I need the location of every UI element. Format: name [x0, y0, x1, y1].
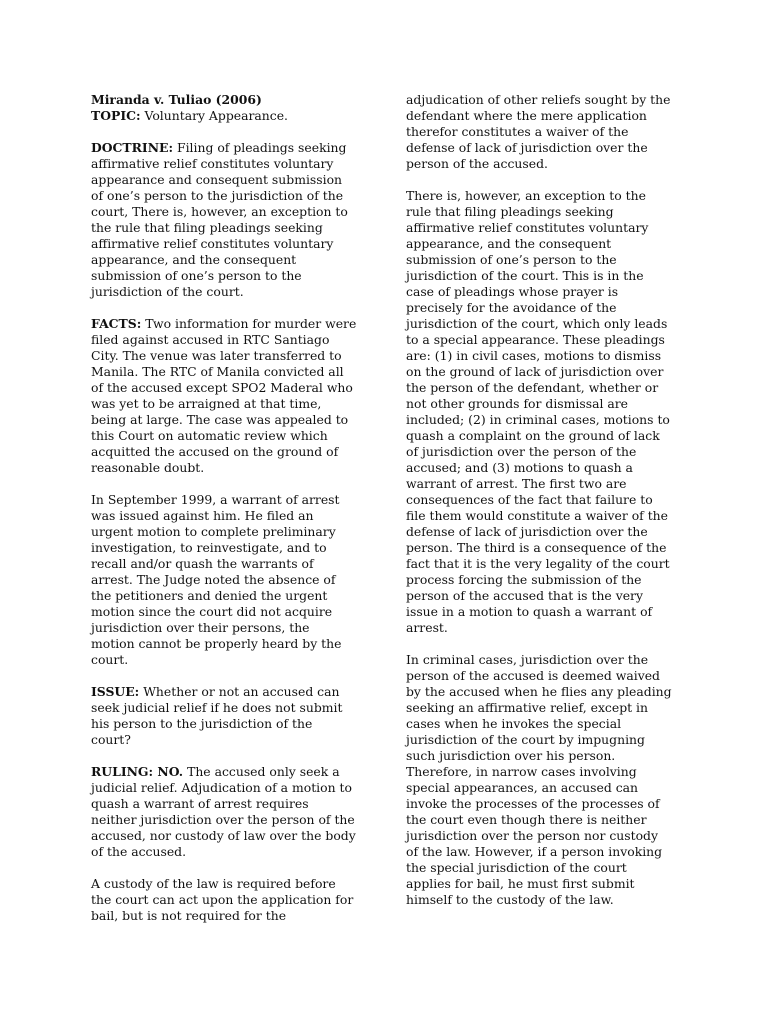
text-line: accused; and (3) motions to quash a [406, 460, 633, 475]
text-line: arrest. [406, 620, 448, 635]
text-line: rule that filing pleadings seeking [406, 204, 614, 219]
text-line: jurisdiction of the court by impugning [406, 732, 645, 747]
text-line: investigation, to reinvestigate, and to [91, 540, 327, 555]
text-line: precisely for the avoidance of the [406, 300, 617, 315]
text-line: appearance, and the consequent [91, 252, 297, 267]
text-line: of one’s person to the jurisdiction of the [91, 188, 344, 203]
text-line: fact that it is the very legality of the court [406, 556, 670, 571]
custody-paragraph [91, 876, 369, 924]
text-line: are: (1) in civil cases, motions to dismiss [406, 348, 662, 363]
text-line: applies for bail, he must first submit [406, 876, 635, 891]
text-line: accused, nor custody of law over the body [91, 828, 356, 843]
text-line: submission of one’s person to the [91, 268, 302, 283]
text-line: motion cannot be properly heard by the [91, 636, 342, 651]
case-title: Miranda v. Tuliao (2006) [91, 92, 262, 107]
text-line: his person to the jurisdiction of the [91, 716, 313, 731]
text-line: There is, however, an exception to the [406, 188, 646, 203]
text-line: Therefore, in narrow cases involving [406, 764, 637, 779]
text-line: the court can act upon the application for [91, 892, 354, 907]
text-line: motion since the court did not acquire [91, 604, 333, 619]
topic-label: TOPIC: [91, 108, 141, 123]
text-line: jurisdiction of the court. This is in the [406, 268, 644, 283]
issue-label: ISSUE: [91, 684, 140, 699]
text-line: arrest. The Judge noted the absence of [91, 572, 336, 587]
text-line: file them would constitute a waiver of the [406, 508, 669, 523]
text-line: recall and/or quash the warrants of [91, 556, 314, 571]
text-line: defense of lack of jurisdiction over the [406, 524, 648, 539]
text-line: person of the accused. [406, 156, 548, 171]
text-line: affirmative relief constitutes voluntary [91, 236, 334, 251]
topic-value: Voluntary Appearance. [144, 108, 288, 123]
text-line: jurisdiction over the person nor custody [406, 828, 658, 843]
text-line: this Court on automatic review which [91, 428, 328, 443]
text-line: issue in a motion to quash a warrant of [406, 604, 653, 619]
ruling-section [91, 764, 369, 860]
text-line: warrant of arrest. The first two are [406, 476, 627, 491]
text-line: person of the accused is deemed waived [406, 668, 660, 683]
text-line: Whether or not an accused can [139, 684, 340, 699]
issue-section [91, 684, 369, 748]
text-line: seeking an affirmative relief, except in [406, 700, 648, 715]
text-line: the rule that filing pleadings seeking [91, 220, 323, 235]
text-line: of the accused except SPO2 Maderal who [91, 380, 353, 395]
text-line: Two information for murder were [141, 316, 357, 331]
text-line: quash a complaint on the ground of lack [406, 428, 660, 443]
exception-paragraph [406, 188, 682, 636]
facts-label: FACTS: [91, 316, 142, 331]
text-line: person of the accused that is the very [406, 588, 643, 603]
text-line: the person of the defendant, whether or [406, 380, 659, 395]
text-line: neither jurisdiction over the person of the [91, 812, 355, 827]
text-line: jurisdiction of the court. [91, 284, 244, 299]
text-line: City. The venue was later transferred to [91, 348, 342, 363]
text-line: affirmative relief constitutes voluntary [406, 220, 649, 235]
text-line: In criminal cases, jurisdiction over the [406, 652, 649, 667]
adjudication-paragraph [406, 92, 682, 172]
text-line: invoke the processes of the processes of [406, 796, 660, 811]
text-line: of jurisdiction over the person of the [406, 444, 637, 459]
text-line: such jurisdiction over his person. [406, 748, 616, 763]
text-line: quash a warrant of arrest requires [91, 796, 309, 811]
text-line: was issued against him. He filed an [91, 508, 314, 523]
text-line: appearance and consequent submission [91, 172, 343, 187]
text-line: case of pleadings whose prayer is [406, 284, 619, 299]
text-line: defense of lack of jurisdiction over the [406, 140, 648, 155]
text-line: process forcing the submission of the [406, 572, 642, 587]
doctrine-label: DOCTRINE: [91, 140, 174, 155]
text-line: himself to the custody of the law. [406, 892, 614, 907]
doctrine-section [91, 140, 369, 300]
ruling-label: RULING: NO. [91, 764, 184, 779]
text-line: therefor constitutes a waiver of the [406, 124, 629, 139]
text-line: the special jurisdiction of the court [406, 860, 627, 875]
text-line: to a special appearance. These pleadings [406, 332, 665, 347]
text-line: the court even though there is neither [406, 812, 647, 827]
text-line: acquitted the accused on the ground of [91, 444, 339, 459]
text-line: person. The third is a consequence of the [406, 540, 667, 555]
text-line: In September 1999, a warrant of arrest [91, 492, 340, 507]
text-line: defendant where the mere application [406, 108, 647, 123]
criminal-cases-paragraph [406, 652, 682, 908]
text-line: bail, but is not required for the [91, 908, 287, 923]
text-line: by the accused when he flies any pleading [406, 684, 672, 699]
text-line: appearance, and the consequent [406, 236, 612, 251]
text-line: special appearances, an accused can [406, 780, 639, 795]
text-line: consequences of the fact that failure to [406, 492, 653, 507]
text-line: of the law. However, if a person invoking [406, 844, 663, 859]
header-block [91, 92, 369, 124]
text-line: court. [91, 652, 129, 667]
text-line: Filing of pleadings seeking [173, 140, 347, 155]
left-column [91, 92, 369, 940]
text-line: filed against accused in RTC Santiago [91, 332, 330, 347]
text-line: court, There is, however, an exception to [91, 204, 348, 219]
text-line: was yet to be arraigned at that time, [91, 396, 322, 411]
text-line: included; (2) in criminal cases, motions to [406, 412, 670, 427]
facts-section [91, 316, 369, 476]
text-line: the petitioners and denied the urgent [91, 588, 328, 603]
text-line: court? [91, 732, 131, 747]
text-line: adjudication of other reliefs sought by the [406, 92, 671, 107]
text-line: reasonable doubt. [91, 460, 205, 475]
text-line: Manila. The RTC of Manila convicted all [91, 364, 344, 379]
text-line: jurisdiction over their persons, the [91, 620, 310, 635]
text-line: cases when he invokes the special [406, 716, 622, 731]
right-column [406, 92, 682, 924]
text-line: urgent motion to complete preliminary [91, 524, 336, 539]
text-line: submission of one’s person to the [406, 252, 617, 267]
text-line: being at large. The case was appealed to [91, 412, 349, 427]
text-line: A custody of the law is required before [91, 876, 336, 891]
text-line: on the ground of lack of jurisdiction over [406, 364, 664, 379]
text-line: not other grounds for dismissal are [406, 396, 628, 411]
text-line: judicial relief. Adjudication of a motion to [91, 780, 352, 795]
text-line: of the accused. [91, 844, 187, 859]
warrant-paragraph [91, 492, 369, 668]
text-line: affirmative relief constitutes voluntary [91, 156, 334, 171]
text-line: seek judicial relief if he does not submit [91, 700, 343, 715]
text-line: jurisdiction of the court, which only leads [406, 316, 668, 331]
text-line: The accused only seek a [183, 764, 340, 779]
